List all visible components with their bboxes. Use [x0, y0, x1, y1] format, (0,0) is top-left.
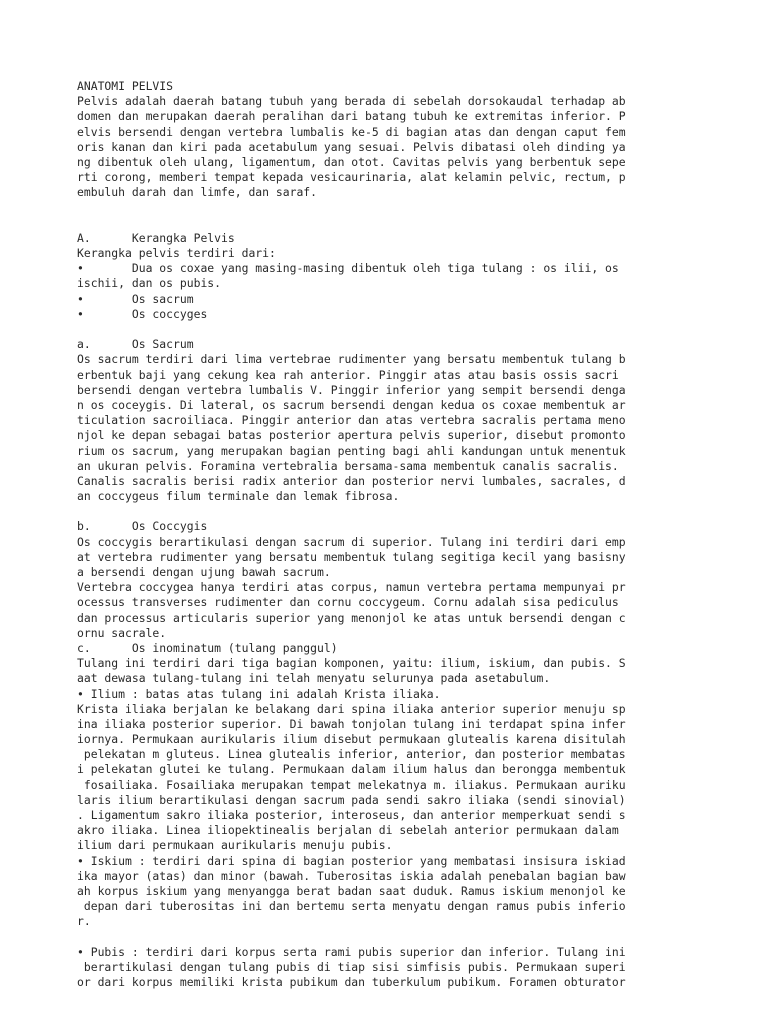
text-line: iornya. Permukaan aurikularis ilium disebut permukaan glutealis karena disitulah [77, 732, 626, 747]
text-line: domen dan merupakan daerah peralihan dari batang tubuh ke extremitas inferior. P [77, 109, 626, 124]
text-line: Canalis sacralis berisi radix anterior dan posterior nervi lumbales, sacrales, d [77, 473, 626, 488]
text-line: • Os coccyges [77, 306, 208, 321]
text-line: ticulation sacroiliaca. Pinggir anterior dan atas vertebra sacralis pertama meno [77, 413, 626, 428]
text-line: ilium dari permukaan aurikularis menuju pubis. [77, 838, 393, 853]
text-line: Os sacrum terdiri dari lima vertebrae rudimenter yang bersatu membentuk tulang b [77, 352, 626, 367]
text-line: Pelvis adalah daerah batang tubuh yang berada di sebelah dorsokaudal terhadap ab [77, 94, 626, 109]
text-line: erbentuk baji yang cekung kea rah anterior. Pinggir atas atau basis ossis sacri [77, 367, 619, 382]
text-line: or dari korpus memiliki krista pubikum dan tuberkulum pubikum. Foramen obturator [77, 975, 626, 990]
text-line: ika mayor (atas) dan minor (bawah. Tuberositas iskia adalah penebalan bagian baw [77, 868, 626, 883]
blank-line [77, 930, 697, 945]
text-line: • Iskium : terdiri dari spina di bagian posterior yang membatasi insisura iskiad [77, 853, 626, 868]
text-line: njol ke depan sebagai batas posterior apertura pelvis superior, disebut promonto [77, 428, 626, 443]
text-line: an ukuran pelvis. Foramina vertebralia bersama-sama membentuk canalis sacralis. [77, 458, 619, 473]
blank-line [77, 201, 697, 216]
text-line: fosailiaka. Fosailiaka merupakan tempat melekatnya m. iliakus. Permukaan auriku [77, 777, 626, 792]
text-line: berartikulasi dengan tulang pubis di tiap sisi simfisis pubis. Permukaan superi [77, 959, 626, 974]
blank-line [77, 504, 697, 519]
text-line: • Os sacrum [77, 291, 194, 306]
text-line: n os coceygis. Di lateral, os sacrum bersendi dengan kedua os coxae membentuk ar [77, 397, 626, 412]
text-line: laris ilium berartikulasi dengan sacrum pada sendi sakro iliaka (sendi sinovial) [77, 792, 626, 807]
text-line: a. Os Sacrum [77, 337, 194, 352]
text-line: embuluh darah dan limfe, dan saraf. [77, 185, 318, 200]
text-line: a bersendi dengan ujung bawah sacrum. [77, 565, 331, 579]
text-line: • Dua os coxae yang masing-masing dibentuk oleh tiga tulang : os ilii, os [77, 261, 619, 276]
text-line: akro iliaka. Linea iliopektinealis berjalan di sebelah anterior permukaan dalam [77, 823, 619, 838]
text-line: i pelekatan glutei ke tulang. Permukaan dalam ilium halus dan berongga membentuk [77, 762, 626, 777]
text-line: bersendi dengan vertebra lumbalis V. Pinggir inferior yang sempit bersendi denga [77, 382, 626, 397]
text-line: Vertebra coccygea hanya terdiri atas corpus, namun vertebra pertama mempunyai pr [77, 580, 626, 595]
text-line: ng dibentuk oleh ulang, ligamentum, dan otot. Cavitas pelvis yang berbentuk sepe [77, 154, 626, 169]
text-line: rium os sacrum, yang merupakan bagian penting bagi ahli kandungan untuk menentuk [77, 443, 626, 458]
blank-line [77, 216, 697, 231]
text-line: dan processus articularis superior yang menonjol ke atas untuk bersendi dengan c [77, 610, 626, 625]
text-line: Kerangka pelvis terdiri dari: [77, 246, 276, 261]
text-line: • Ilium : batas atas tulang ini adalah Krista iliaka. [77, 686, 441, 701]
text-line: b. Os Coccygis [77, 519, 208, 534]
text-line: Tulang ini terdiri dari tiga bagian komponen, yaitu: ilium, iskium, dan pubis. S [77, 656, 626, 671]
text-line: r. [77, 914, 91, 929]
text-line: ornu sacrale. [77, 625, 167, 640]
text-line: ah korpus iskium yang menyangga berat badan saat duduk. Ramus iskium menonjol ke [77, 883, 626, 898]
text-line: ischii, dan os pubis. [77, 276, 222, 291]
text-line: . Ligamentum sakro iliaka posterior, interoseus, dan anterior memperkuat sendi s [77, 808, 626, 822]
document-title: ANATOMI PELVIS [77, 79, 174, 93]
text-line: Krista iliaka berjalan ke belakang dari spina iliaka anterior superior menuju sp [77, 701, 626, 716]
text-line: aat dewasa tulang-tulang ini telah menyatu selurunya pada asetabulum. [77, 671, 551, 686]
blank-line [77, 322, 697, 337]
text-line: elvis bersendi dengan vertebra lumbalis ke-5 di bagian atas dan dengan caput fem [77, 124, 626, 139]
document-text [77, 79, 697, 990]
text-line: rti corong, memberi tempat kepada vesicaurinaria, alat kelamin pelvic, rectum, p [77, 170, 626, 185]
text-line: A. Kerangka Pelvis [77, 230, 235, 245]
text-line: an coccygeus filum terminale dan lemak fibrosa. [77, 489, 400, 504]
text-line: • Pubis : terdiri dari korpus serta rami pubis superior dan inferior. Tulang ini [77, 944, 626, 959]
text-line: c. Os inominatum (tulang panggul) [77, 640, 338, 655]
text-line: depan dari tuberositas ini dan bertemu serta menyatu dengan ramus pubis inferio [77, 899, 626, 914]
text-line: pelekatan m gluteus. Linea glutealis inferior, anterior, dan posterior membatas [77, 747, 626, 762]
text-line: at vertebra rudimenter yang bersatu membentuk tulang segitiga kecil yang basisny [77, 549, 626, 564]
text-line: Os coccygis berartikulasi dengan sacrum di superior. Tulang ini terdiri dari emp [77, 534, 626, 549]
text-line: oris kanan dan kiri pada acetabulum yang sesuai. Pelvis dibatasi oleh dinding ya [77, 139, 626, 154]
text-line: ina iliaka posterior superior. Di bawah tonjolan tulang ini terdapat spina infer [77, 716, 626, 731]
text-line: ocessus transverses rudimenter dan cornu coccygeum. Cornu adalah sisa pediculus [77, 595, 619, 610]
